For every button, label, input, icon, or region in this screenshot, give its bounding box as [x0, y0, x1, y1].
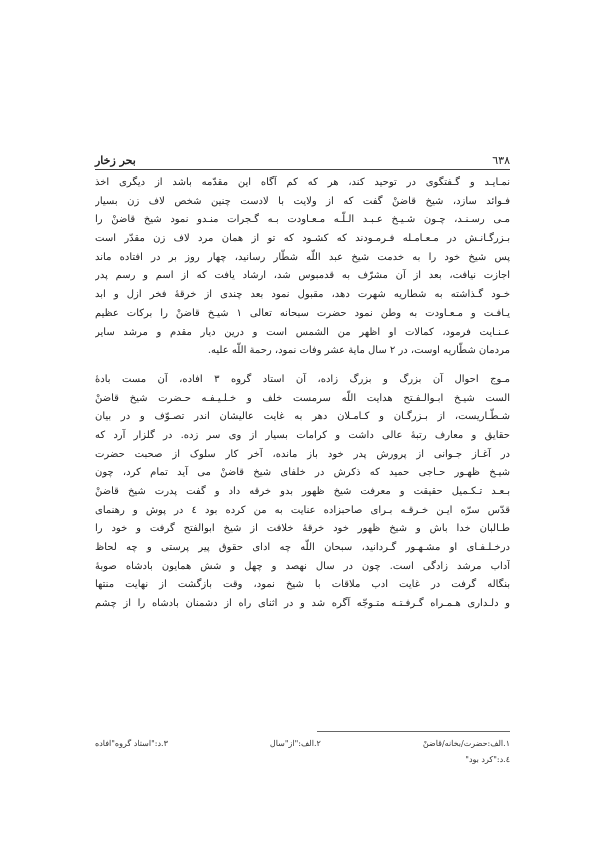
running-header	[95, 152, 510, 168]
footnote-rule	[317, 731, 510, 732]
text-line: طـالبان خدا باش و شیخ ظهور خود خرقهٔ خلافت از شیخ ابوالفتح گرفت و خود را	[95, 523, 510, 535]
text-line: شیـخ ظهـور حـاجی حمید که ذکرش در خلفای شیخ قاضنْ می آید تمام کرد، چون	[95, 467, 510, 479]
text-line: پس شیخ خود را به خدمت شیخ عبد اللّه شطّار رسانید، چهار روز بر در افتاده ماند	[95, 251, 510, 263]
text-line: مـی رسـنـد، چـون شـیـخ عـبـد الـلّـه مـعـاودت بـه گـجرات منـدو نمود شیخ قاضنْ را	[95, 214, 510, 226]
text-line: یـافـت و مـعـاودت به وطن نمود حضرت سبحانه تعالی ١ شیـخ قاضنْ را برکات عظیم	[95, 307, 510, 319]
main-text	[95, 174, 510, 614]
text-line: الست شیـخ ابـوالـفـتح هدایت اللّه سرمست خلف و خـلـیـفـه حـضرت شیخ قاضنْ	[95, 392, 510, 404]
page-number: ٦٣٨	[492, 153, 510, 167]
text-line: بنگاله گرفت در غایت ادب ملاقات با شیخ نمود، وقت بازگشت از نهایت منتها	[95, 579, 510, 591]
text-line: قدّس سرّه ایـن خـرقـه بـرای صاحبزاده عنایت به من کرده بود ٤ در پوش و رهنمای	[95, 504, 510, 516]
running-title: بحر زخار	[95, 153, 136, 167]
text-line: نمـایـد و گـفتگوی در توحید کند، هر که کم آگاه این مقدّمه باشد از دیگری اخذ	[95, 177, 510, 188]
footnote-row	[95, 736, 510, 752]
footnotes	[95, 736, 510, 768]
text-line: شـطّـاریست، از بـزرگـان و کـامـلان دهر به غایت عالیشان اندر تصـوّف و در بیان	[95, 411, 510, 423]
footnote-2: ٢.الف:"از"سال	[269, 739, 321, 748]
text-line: بـزرگـانـش در مـعـامـله فـرمـودند که کشـود که تو از همان مرد لاف زن مقدّر است	[95, 233, 510, 245]
footnote-1: ١.الف:حضرت/بخانه/قاضنْ	[422, 739, 510, 748]
section-heading-line: مـوج احوال آن بزرگ و بزرگ زاده، آن استاد گروه ٣ افاده، آن مست بادهٔ	[95, 373, 510, 385]
header-rule	[95, 169, 510, 170]
text-line: بـعـد تـکـمیل حقیقت و معرفت شیخ ظهور بدو خرقه داد و گفت پدرت شیخ قاضنْ	[95, 486, 510, 497]
text-line: مردمان شطّاریه اوست، در ٢ سال مایة عشر وفات نمود، رحمة اللّه علیه.	[207, 345, 510, 357]
paragraph-gap	[95, 361, 510, 371]
footnote-4: ٤.د:"کرد بود"	[465, 755, 510, 764]
text-line: خـود گـذاشته به شطاریه شهرت دهد، مقبول نمود بعد چندی از خرقهٔ فخر ازل و ابد	[95, 289, 510, 301]
text-line: حقایق و معارف رتبهٔ عالی داشت و کرامات بسیار از وی سر زده. در گلزار آرد که	[95, 429, 510, 441]
text-line: فـوائد سازد، شیخ قاضنْ گفت که از ولایت با لادست چنین شخص لاف زن بسیار	[95, 195, 510, 207]
text-line: در آغـاز جـوانی از پرورش پدر خود باز مانده، آخر کار سلوک از صحبت حضرت	[95, 448, 510, 460]
text-line: عـنـایت فرمود، کمالات او اظهر من الشمس است و درین دیار مقدم و مرشد سایر	[95, 326, 510, 338]
text-line: اجازت نیافت، بعد از آن مشرّف به قدمبوس شد، ارشاد یافت که از اسم و رسم پدر	[95, 270, 510, 282]
text-line: آداب مرشد زادگی است. چون در سال نهصد و چهل و شش همایون بادشاه صوبهٔ	[95, 560, 510, 572]
text-line: درخـلـفـای او مشـهـور گـردانید، سبحان اللّه چه ادای حقوق پیر پرستی و چه لحاظ	[95, 542, 510, 554]
footnote-3: ٣.د:"استاد گروه"افاده	[95, 739, 168, 748]
text-line: و دلـداری هـمـراه گـرفـتـه متـوجّه آگره شد و در اثنای راه از دشمنان بادشاه را از چشم	[95, 598, 510, 610]
